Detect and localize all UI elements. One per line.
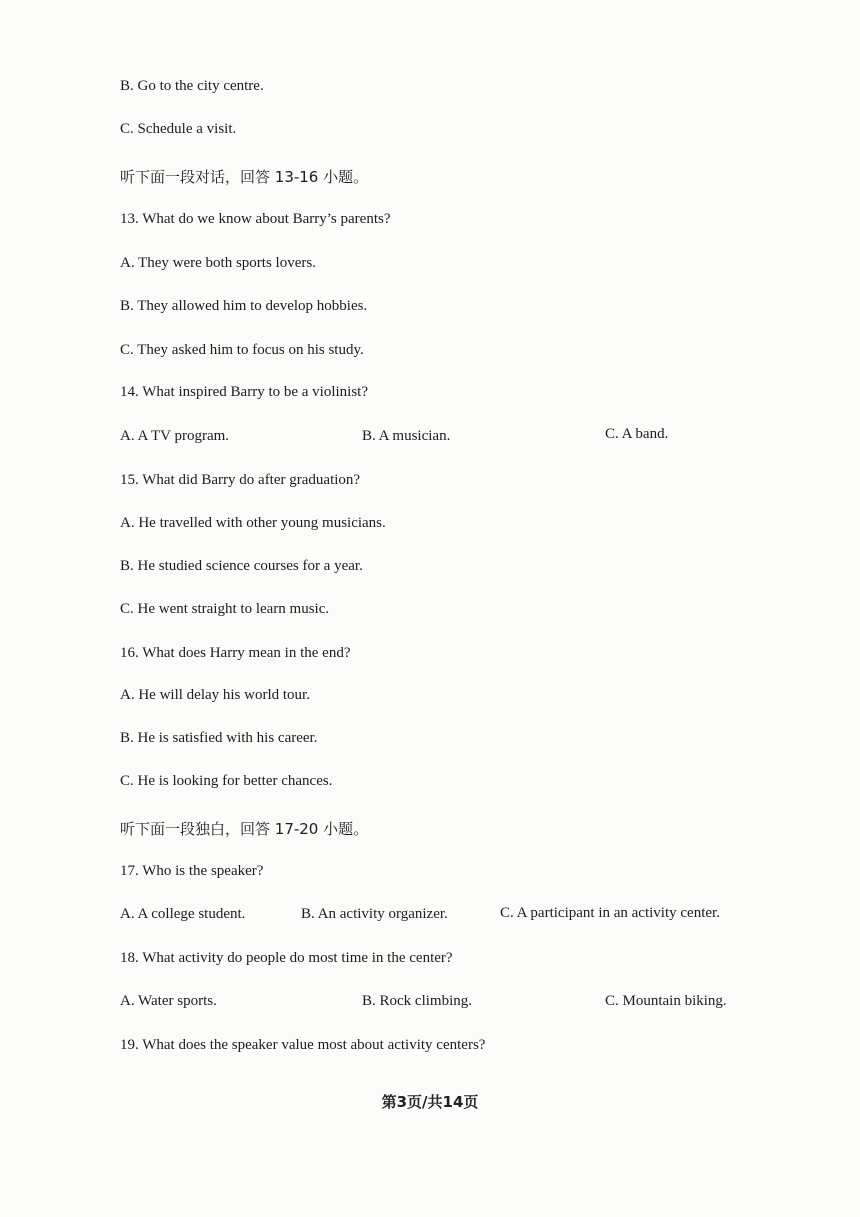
- q18-option-a: A. Water sports.: [120, 993, 217, 1009]
- section-instruction-17-20: 听下面一段独白，回答 17-20 小题。: [120, 820, 369, 838]
- q17-option-c: C. A participant in an activity center.: [500, 905, 720, 921]
- question-19: 19. What does the speaker value most about activity centers?: [120, 1037, 486, 1053]
- q13-option-a: A. They were both sports lovers.: [120, 255, 316, 271]
- q17-option-a: A. A college student.: [120, 906, 246, 922]
- question-13: 13. What do we know about Barry’s parents?: [120, 211, 391, 227]
- q15-option-b: B. He studied science courses for a year.: [120, 558, 363, 574]
- option-b-city-centre: B. Go to the city centre.: [120, 78, 264, 94]
- q14-option-a: A. A TV program.: [120, 428, 230, 444]
- option-c-schedule-visit: C. Schedule a visit.: [120, 121, 237, 137]
- q13-option-c: C. They asked him to focus on his study.: [120, 342, 364, 358]
- q14-option-b: B. A musician.: [362, 428, 451, 444]
- q15-option-a: A. He travelled with other young musicians.: [120, 515, 386, 531]
- question-15: 15. What did Barry do after graduation?: [120, 472, 361, 488]
- q17-option-b: B. An activity organizer.: [301, 906, 448, 922]
- q14-option-c: C. A band.: [605, 426, 669, 442]
- question-18: 18. What activity do people do most time in the center?: [120, 950, 453, 966]
- question-17: 17. Who is the speaker?: [120, 863, 264, 879]
- section-instruction-13-16: 听下面一段对话，回答 13-16 小题。: [120, 168, 369, 186]
- q16-option-b: B. He is satisfied with his career.: [120, 730, 318, 746]
- question-14: 14. What inspired Barry to be a violinist?: [120, 384, 369, 400]
- q15-option-c: C. He went straight to learn music.: [120, 601, 330, 617]
- page-number-footer: 第3页/共14页: [381, 1093, 479, 1111]
- question-16: 16. What does Harry mean in the end?: [120, 645, 351, 661]
- q16-option-c: C. He is looking for better chances.: [120, 773, 333, 789]
- q13-option-b: B. They allowed him to develop hobbies.: [120, 298, 368, 314]
- q18-option-b: B. Rock climbing.: [362, 993, 472, 1009]
- q18-option-c: C. Mountain biking.: [605, 993, 727, 1009]
- q16-option-a: A. He will delay his world tour.: [120, 687, 310, 703]
